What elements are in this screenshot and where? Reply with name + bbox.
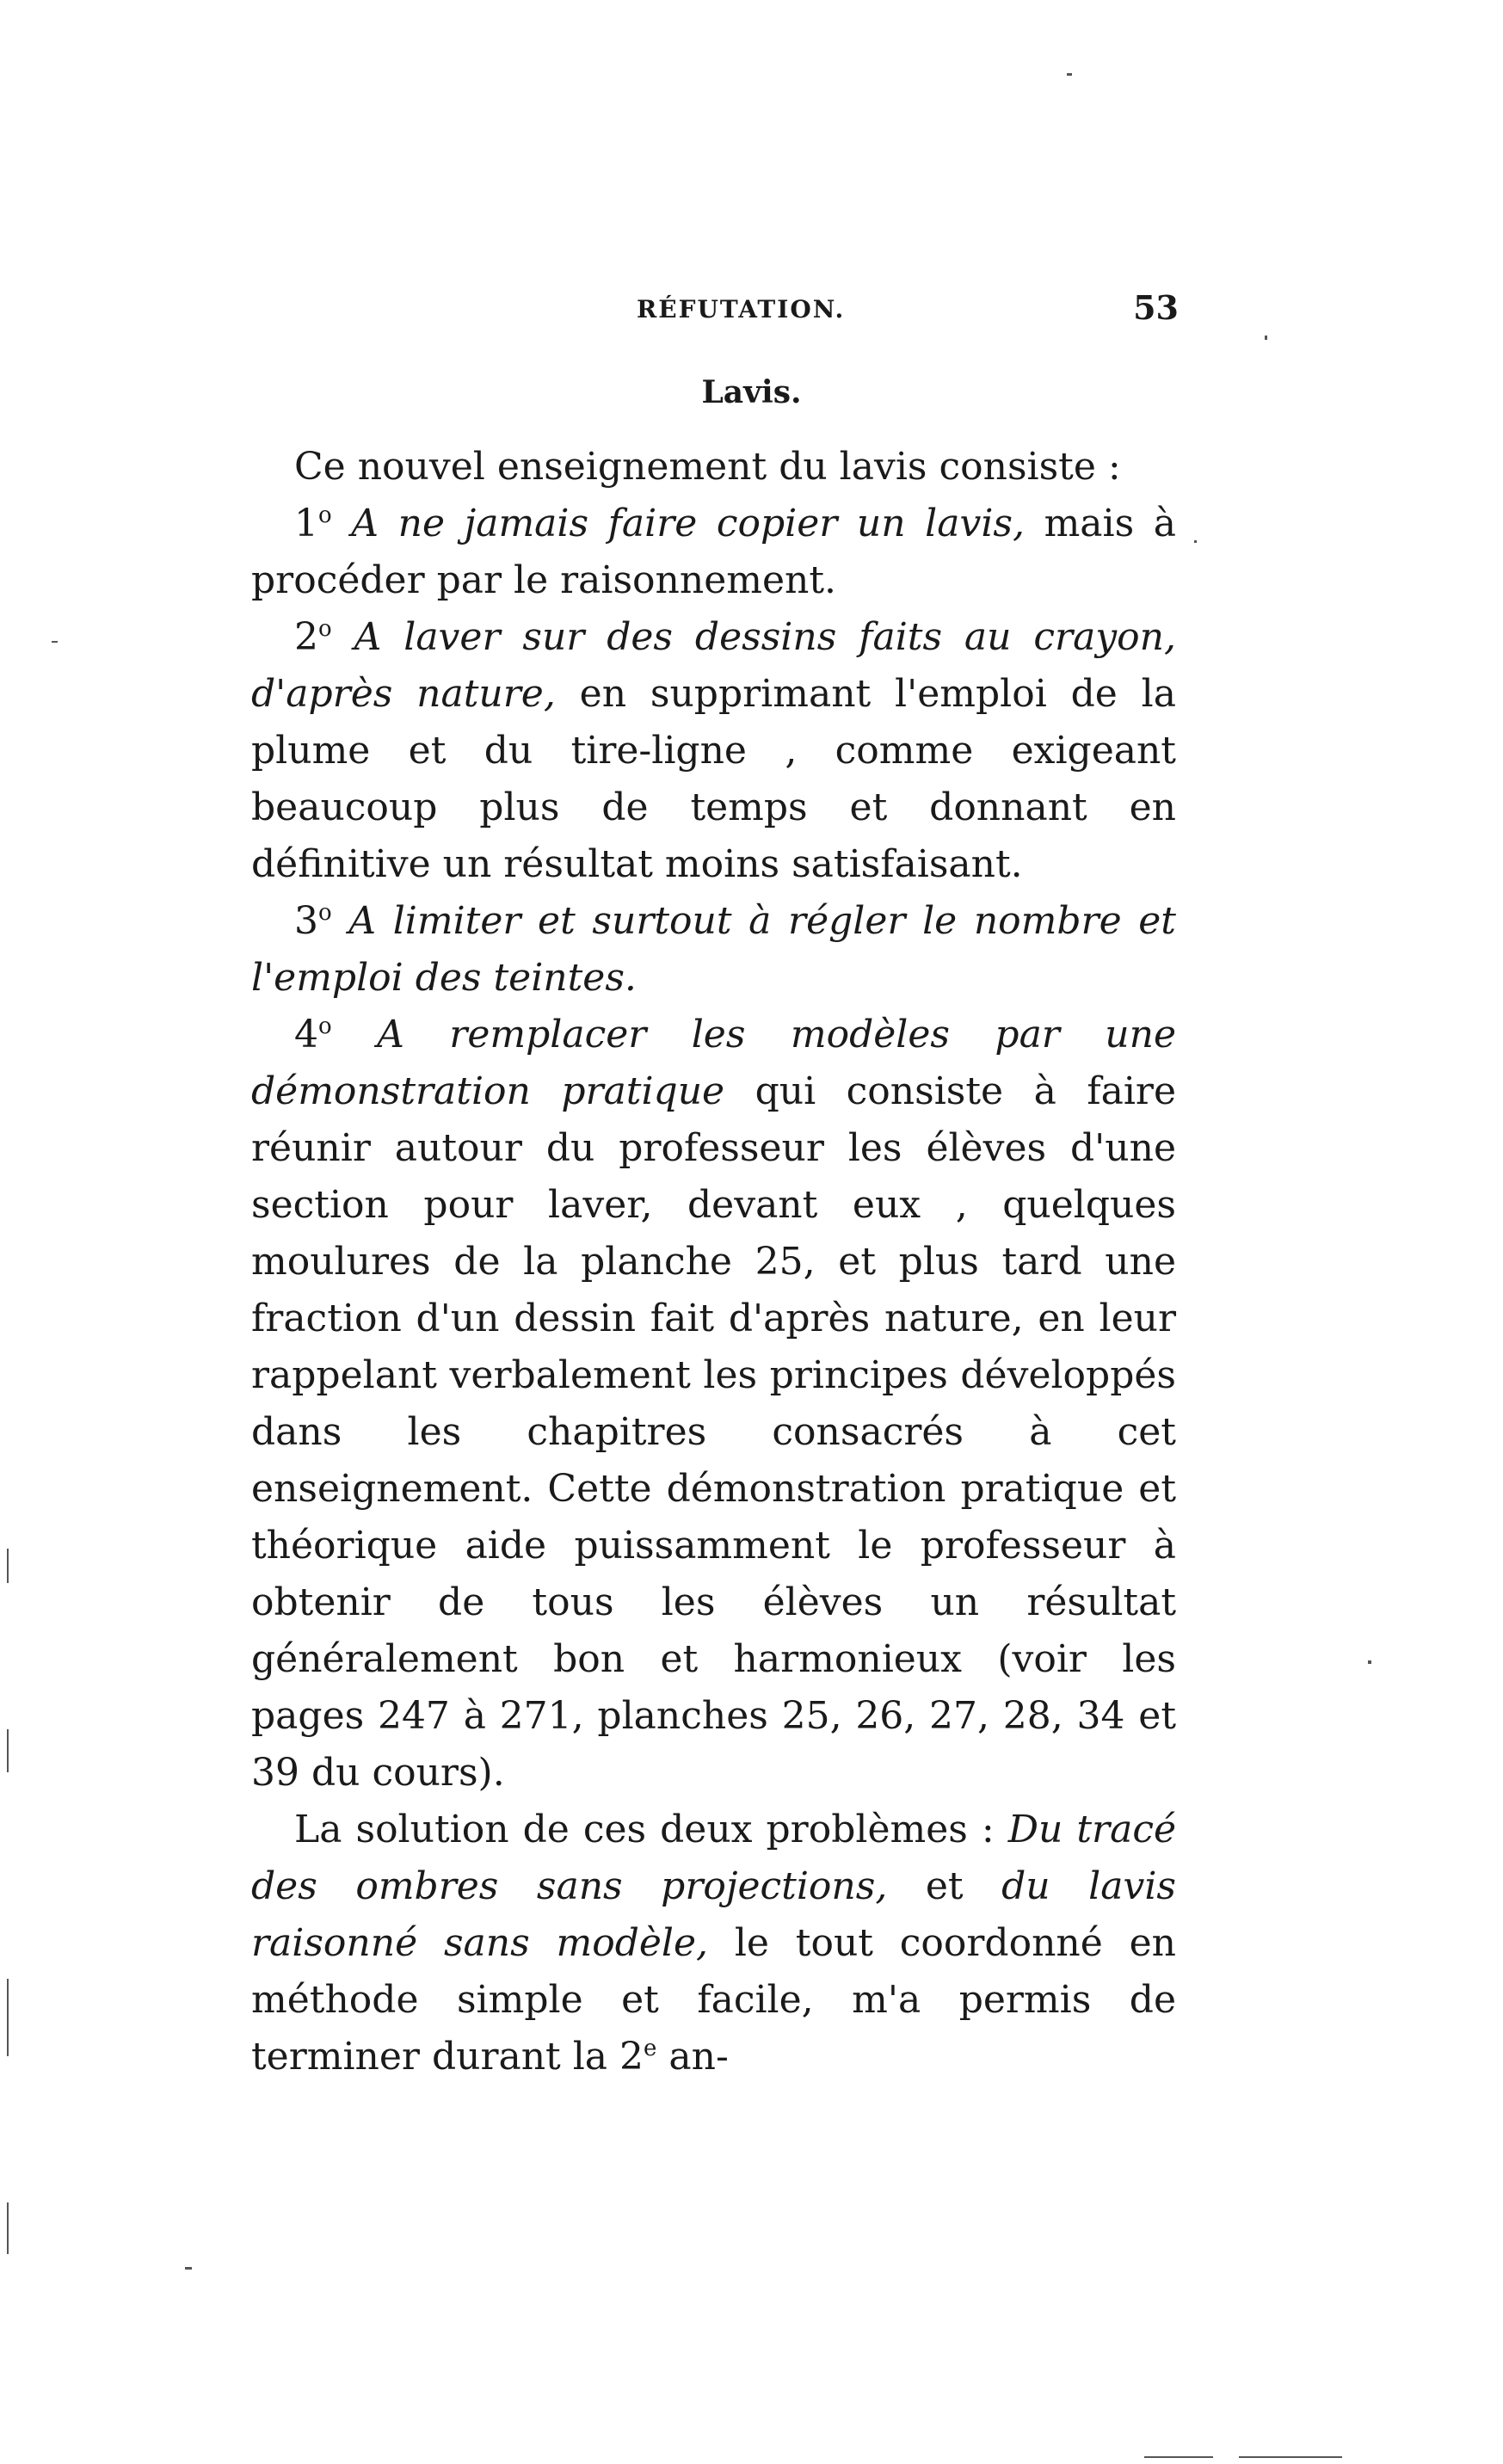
scan-speck bbox=[1144, 2456, 1213, 2458]
scan-speck bbox=[7, 1979, 9, 2056]
scan-speck bbox=[1368, 1660, 1371, 1664]
paragraph-4: 3$^o$ A limiter et surtout à régler le nombre et l'emploi des teintes. bbox=[251, 899, 1176, 1000]
scan-speck bbox=[1194, 540, 1197, 543]
scan-speck bbox=[7, 1549, 9, 1583]
page-number: 53 bbox=[1133, 288, 1179, 327]
paragraph-6: La solution de ces deux problèmes : Du tracé des ombres sans projections, et du lavis raisonné sans modèle, le tout coordonné en méthode simple et facile, m'a permis de terminer durant la 2e an- bbox=[251, 1808, 1177, 2079]
body-text bbox=[251, 439, 1176, 2085]
scan-speck bbox=[7, 2202, 9, 2254]
scan-speck bbox=[185, 2267, 192, 2270]
paragraph-3: 2$^o$ A laver sur des dessins faits au crayon, d'après nature, en supprimant l'emploi de la plume et du tire-ligne , comme exigeant beaucoup plus de temps et donnant en définitive un résultat moins satisfaisant. bbox=[251, 615, 1176, 886]
scan-speck bbox=[1265, 336, 1267, 340]
page-header bbox=[254, 288, 1179, 340]
scan-speck bbox=[1067, 73, 1072, 76]
scan-speck bbox=[1239, 2456, 1342, 2458]
scan-speck bbox=[7, 1729, 9, 1772]
paragraph-2: 1$^o$ A ne jamais faire copier un lavis, mais à procéder par le raisonnement. bbox=[251, 502, 1176, 602]
paragraph-5: 4$^o$ A remplacer les modèles par une démonstration pratique qui consiste à faire réunir autour du professeur les élèves d'une section pour laver, devant eux , quelques moulures de la planche 25, et plus tard une fraction d'un dessin fait d'après nature, en leur rappelant verbalement les principes développés dans les chapitres consacrés à cet enseignement. Cette démonstration pratique et théorique aide puissamment le professeur à obtenir de tous les élèves un résultat généralement bon et harmonieux (voir les pages 247 à 271, planches 25, 26, 27, 28, 34 et 39 du cours). bbox=[251, 1013, 1176, 1795]
section-title: Lavis. bbox=[701, 374, 802, 410]
running-title: RÉFUTATION. bbox=[637, 295, 846, 323]
scan-speck bbox=[52, 641, 58, 643]
paragraph-1: Ce nouvel enseignement du lavis consiste : bbox=[294, 445, 1121, 489]
